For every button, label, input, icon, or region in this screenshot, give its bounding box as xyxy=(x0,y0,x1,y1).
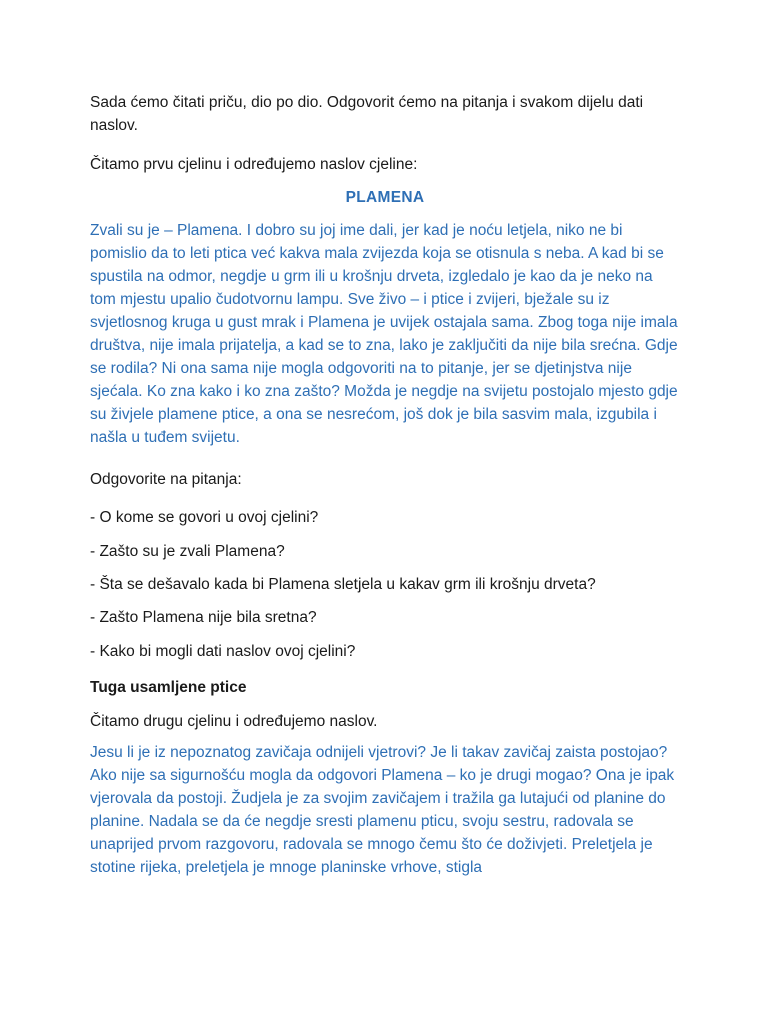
story-title: PLAMENA xyxy=(345,189,425,206)
questions-heading: Odgovorite na pitanja: xyxy=(90,471,242,488)
question-item: - Kako bi mogli dati naslov ovoj cjelini? xyxy=(90,643,356,660)
question-item: - O kome se govori u ovoj cjelini? xyxy=(90,509,319,526)
question-item: - Zašto Plamena nije bila sretna? xyxy=(90,609,317,626)
story-part-one: Zvali su je – Plamena. I dobro su joj ime dali, jer kad je noću letjela, niko ne bi pomislio da to leti ptica već kakva mala zvijezda koja se otisnula s neba. A kad bi se spustila na odmor, negdje u grm ili u krošnju drveta, izgledalo je kao da je neko na tom mjestu upalio čudotvornu lampu. Sve živo – i ptice i zvijeri, bježale su iz svjetlosnog kruga u gust mrak i Plamena je uvijek ostajala sama. Zbog toga nije imala društva, nije imala prijatelja, a kad se to zna, lako je zaključiti da nije bila srećna. Gdje se rodila? Ni ona sama nije mogla odgovoriti na to pitanje, jer se djetinjstva nije sjećala. Ko zna kako i ko zna zašto? Možda je negdje na svijetu postojalo mjesto gdje su živjele plamene ptice, a ona se nesrećom, još dok je bila sasvim mala, izgubila i našla u tuđem svijetu. xyxy=(90,222,678,446)
question-item: - Zašto su je zvali Plamena? xyxy=(90,543,285,560)
answer-title: Tuga usamljene ptice xyxy=(90,679,247,696)
intro-paragraph: Sada ćemo čitati priču, dio po dio. Odgovorit ćemo na pitanja i svakom dijelu dati naslov. xyxy=(90,94,644,134)
question-item: - Šta se dešavalo kada bi Plamena sletjela u kakav grm ili krošnju drveta? xyxy=(90,576,596,593)
instruction-first: Čitamo prvu cjelinu i određujemo naslov cjeline: xyxy=(90,156,418,173)
story-part-two: Jesu li je iz nepoznatog zavičaja odnijeli vjetrovi? Je li takav zavičaj zaista postojao? Ako nije sa sigurnošću mogla da odgovori Plamena – ko je drugi mogao? Ona je ipak vjerovala da postoji. Žudjela je za svojim zavičajem i tražila ga lutajući od planine do planine. Nadala se da će negdje sresti plamenu pticu, svoju sestru, radovala se unaprijed prvom razgovoru, radovala se mnogo čemu što će doživjeti. Preletjela je stotine rijeka, preletjela je mnoge planinske vrhove, stigla xyxy=(90,744,675,876)
instruction-second: Čitamo drugu cjelinu i određujemo naslov. xyxy=(90,713,378,730)
